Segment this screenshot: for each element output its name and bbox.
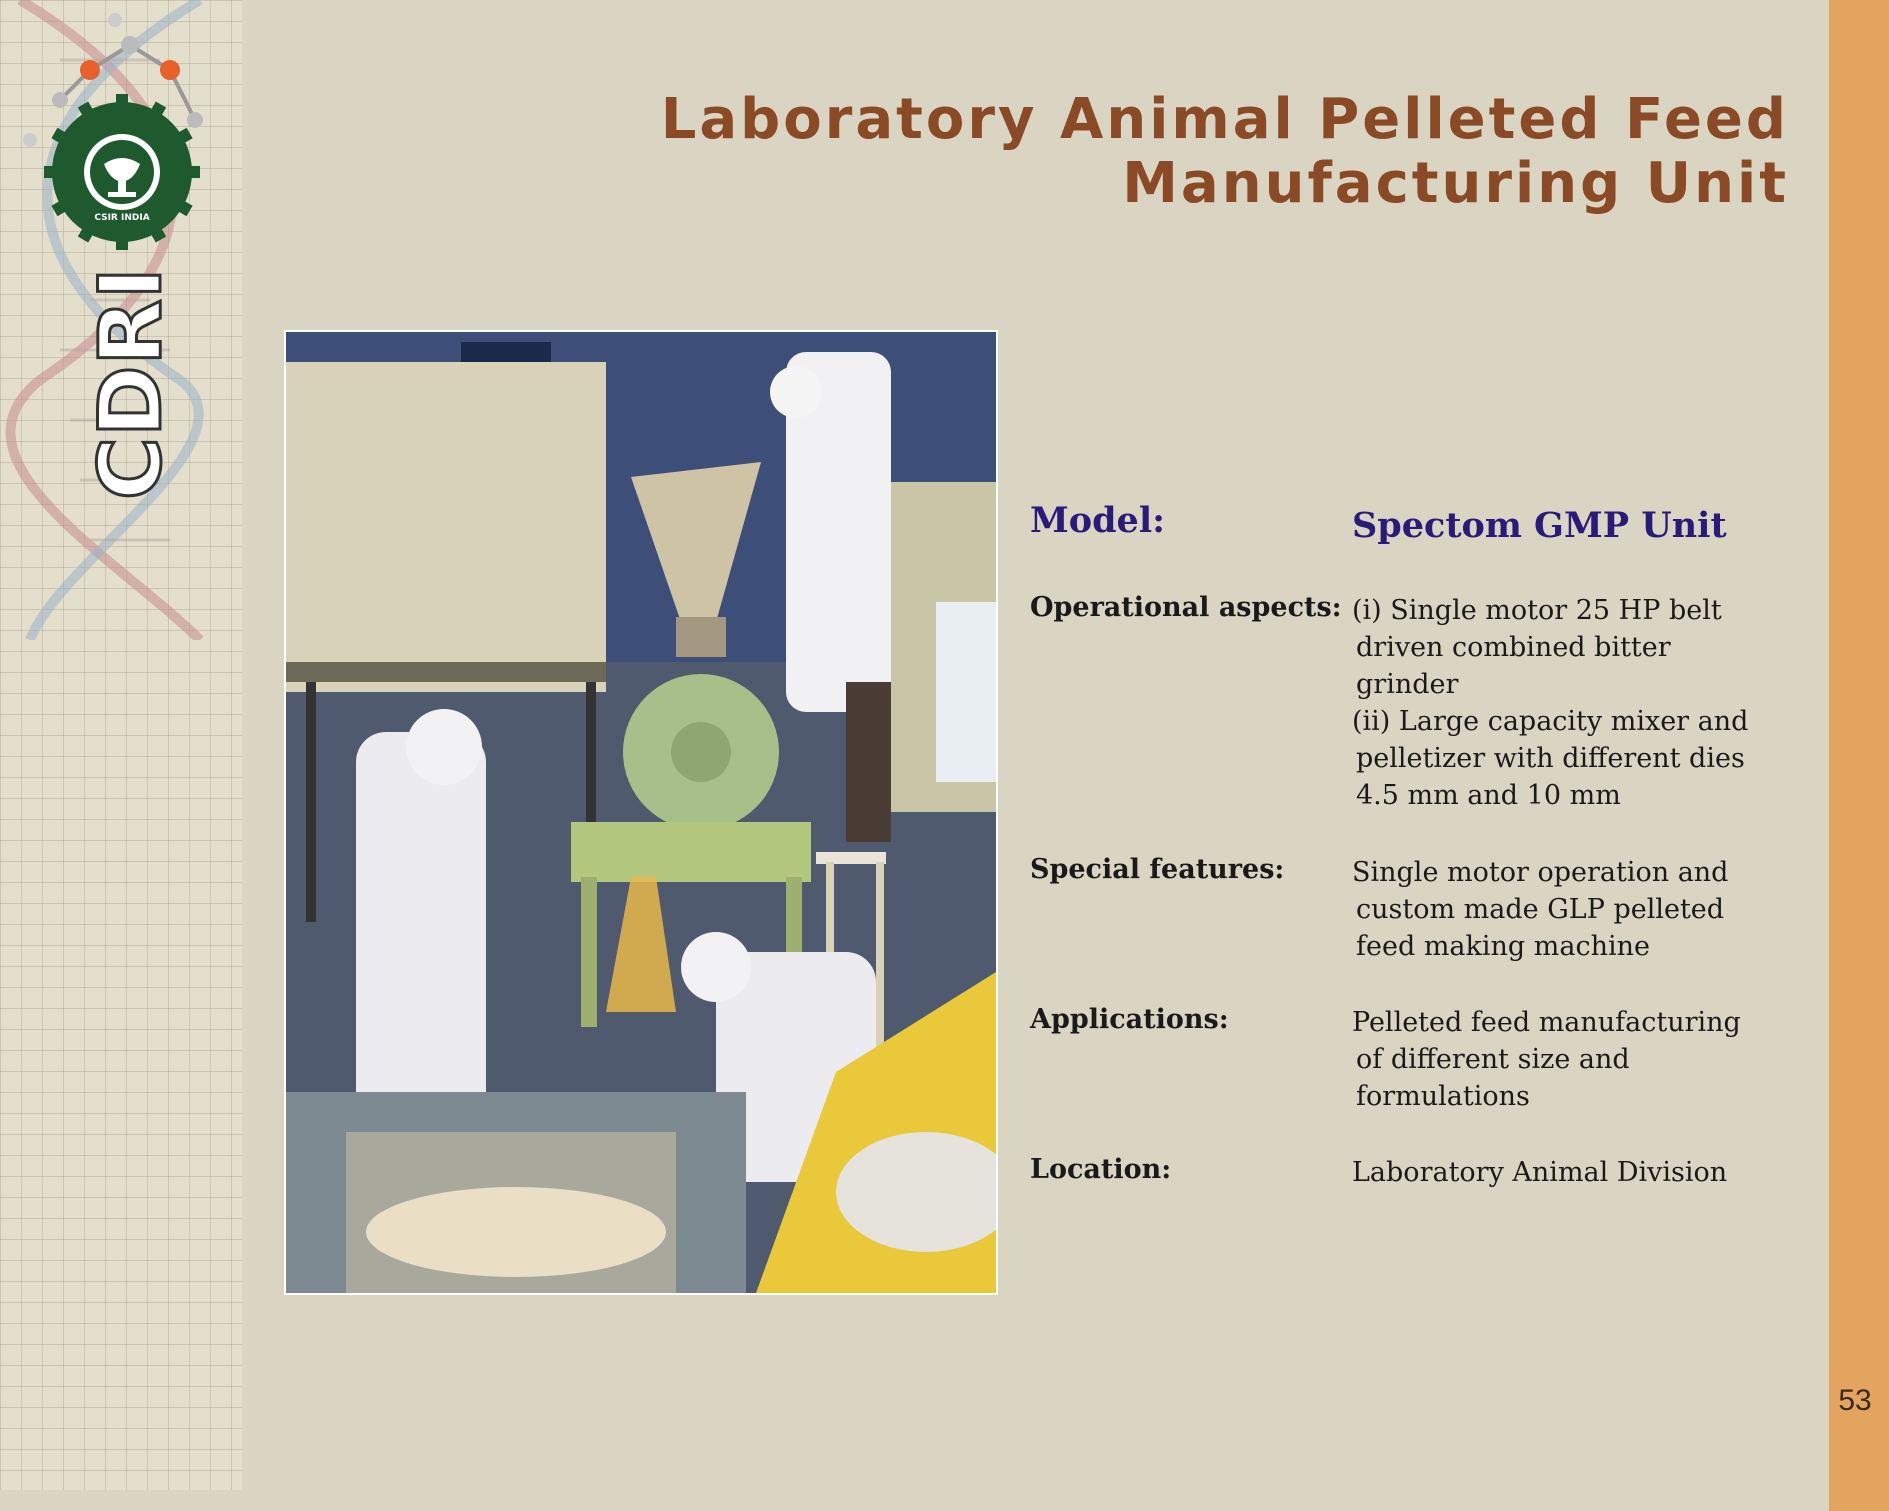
spec-value-model: Spectom GMP Unit (1352, 505, 1727, 546)
spec-label-operational: Operational aspects: (1030, 592, 1342, 623)
title-line-2: Manufacturing Unit (1122, 151, 1789, 216)
title-line-1: Laboratory Animal Pelleted Feed (660, 87, 1789, 152)
spec-label-model: Model: (1030, 500, 1166, 541)
spec-label-applications: Applications: (1030, 1004, 1229, 1035)
cdri-wordmark (60, 260, 200, 500)
cdri-wordmark-text: CDRI (81, 267, 181, 500)
decorative-sidebar (0, 0, 242, 1490)
spec-label-location: Location: (1030, 1154, 1172, 1185)
spec-row-model (1030, 500, 1810, 592)
spec-row-operational (1030, 592, 1810, 854)
spec-row-applications (1030, 1004, 1810, 1154)
csir-emblem-logo (42, 92, 202, 252)
spec-label-special-features: Special features: (1030, 854, 1285, 885)
spec-row-location (1030, 1154, 1810, 1204)
spec-value-applications: Pelleted feed manufacturing of different size and formulations (1352, 1007, 1741, 1112)
spec-row-special-features (1030, 854, 1810, 1004)
spec-value-location: Laboratory Animal Division (1352, 1157, 1728, 1188)
specifications (1030, 500, 1810, 1204)
right-accent-bar (1829, 0, 1889, 1511)
feed-manufacturing-photo (284, 330, 998, 1295)
spec-value-special-features: Single motor operation and custom made GLP pelleted feed making machine (1352, 857, 1729, 962)
spec-value-operational: (i) Single motor 25 HP belt driven combined bitter grinder (ii) Large capacity mixer and pelletizer with different dies 4.5 mm and 10 mm (1352, 595, 1749, 811)
page-title (489, 88, 1789, 216)
emblem-caption: CSIR INDIA (94, 213, 150, 223)
page-number: 53 (1838, 1384, 1872, 1417)
